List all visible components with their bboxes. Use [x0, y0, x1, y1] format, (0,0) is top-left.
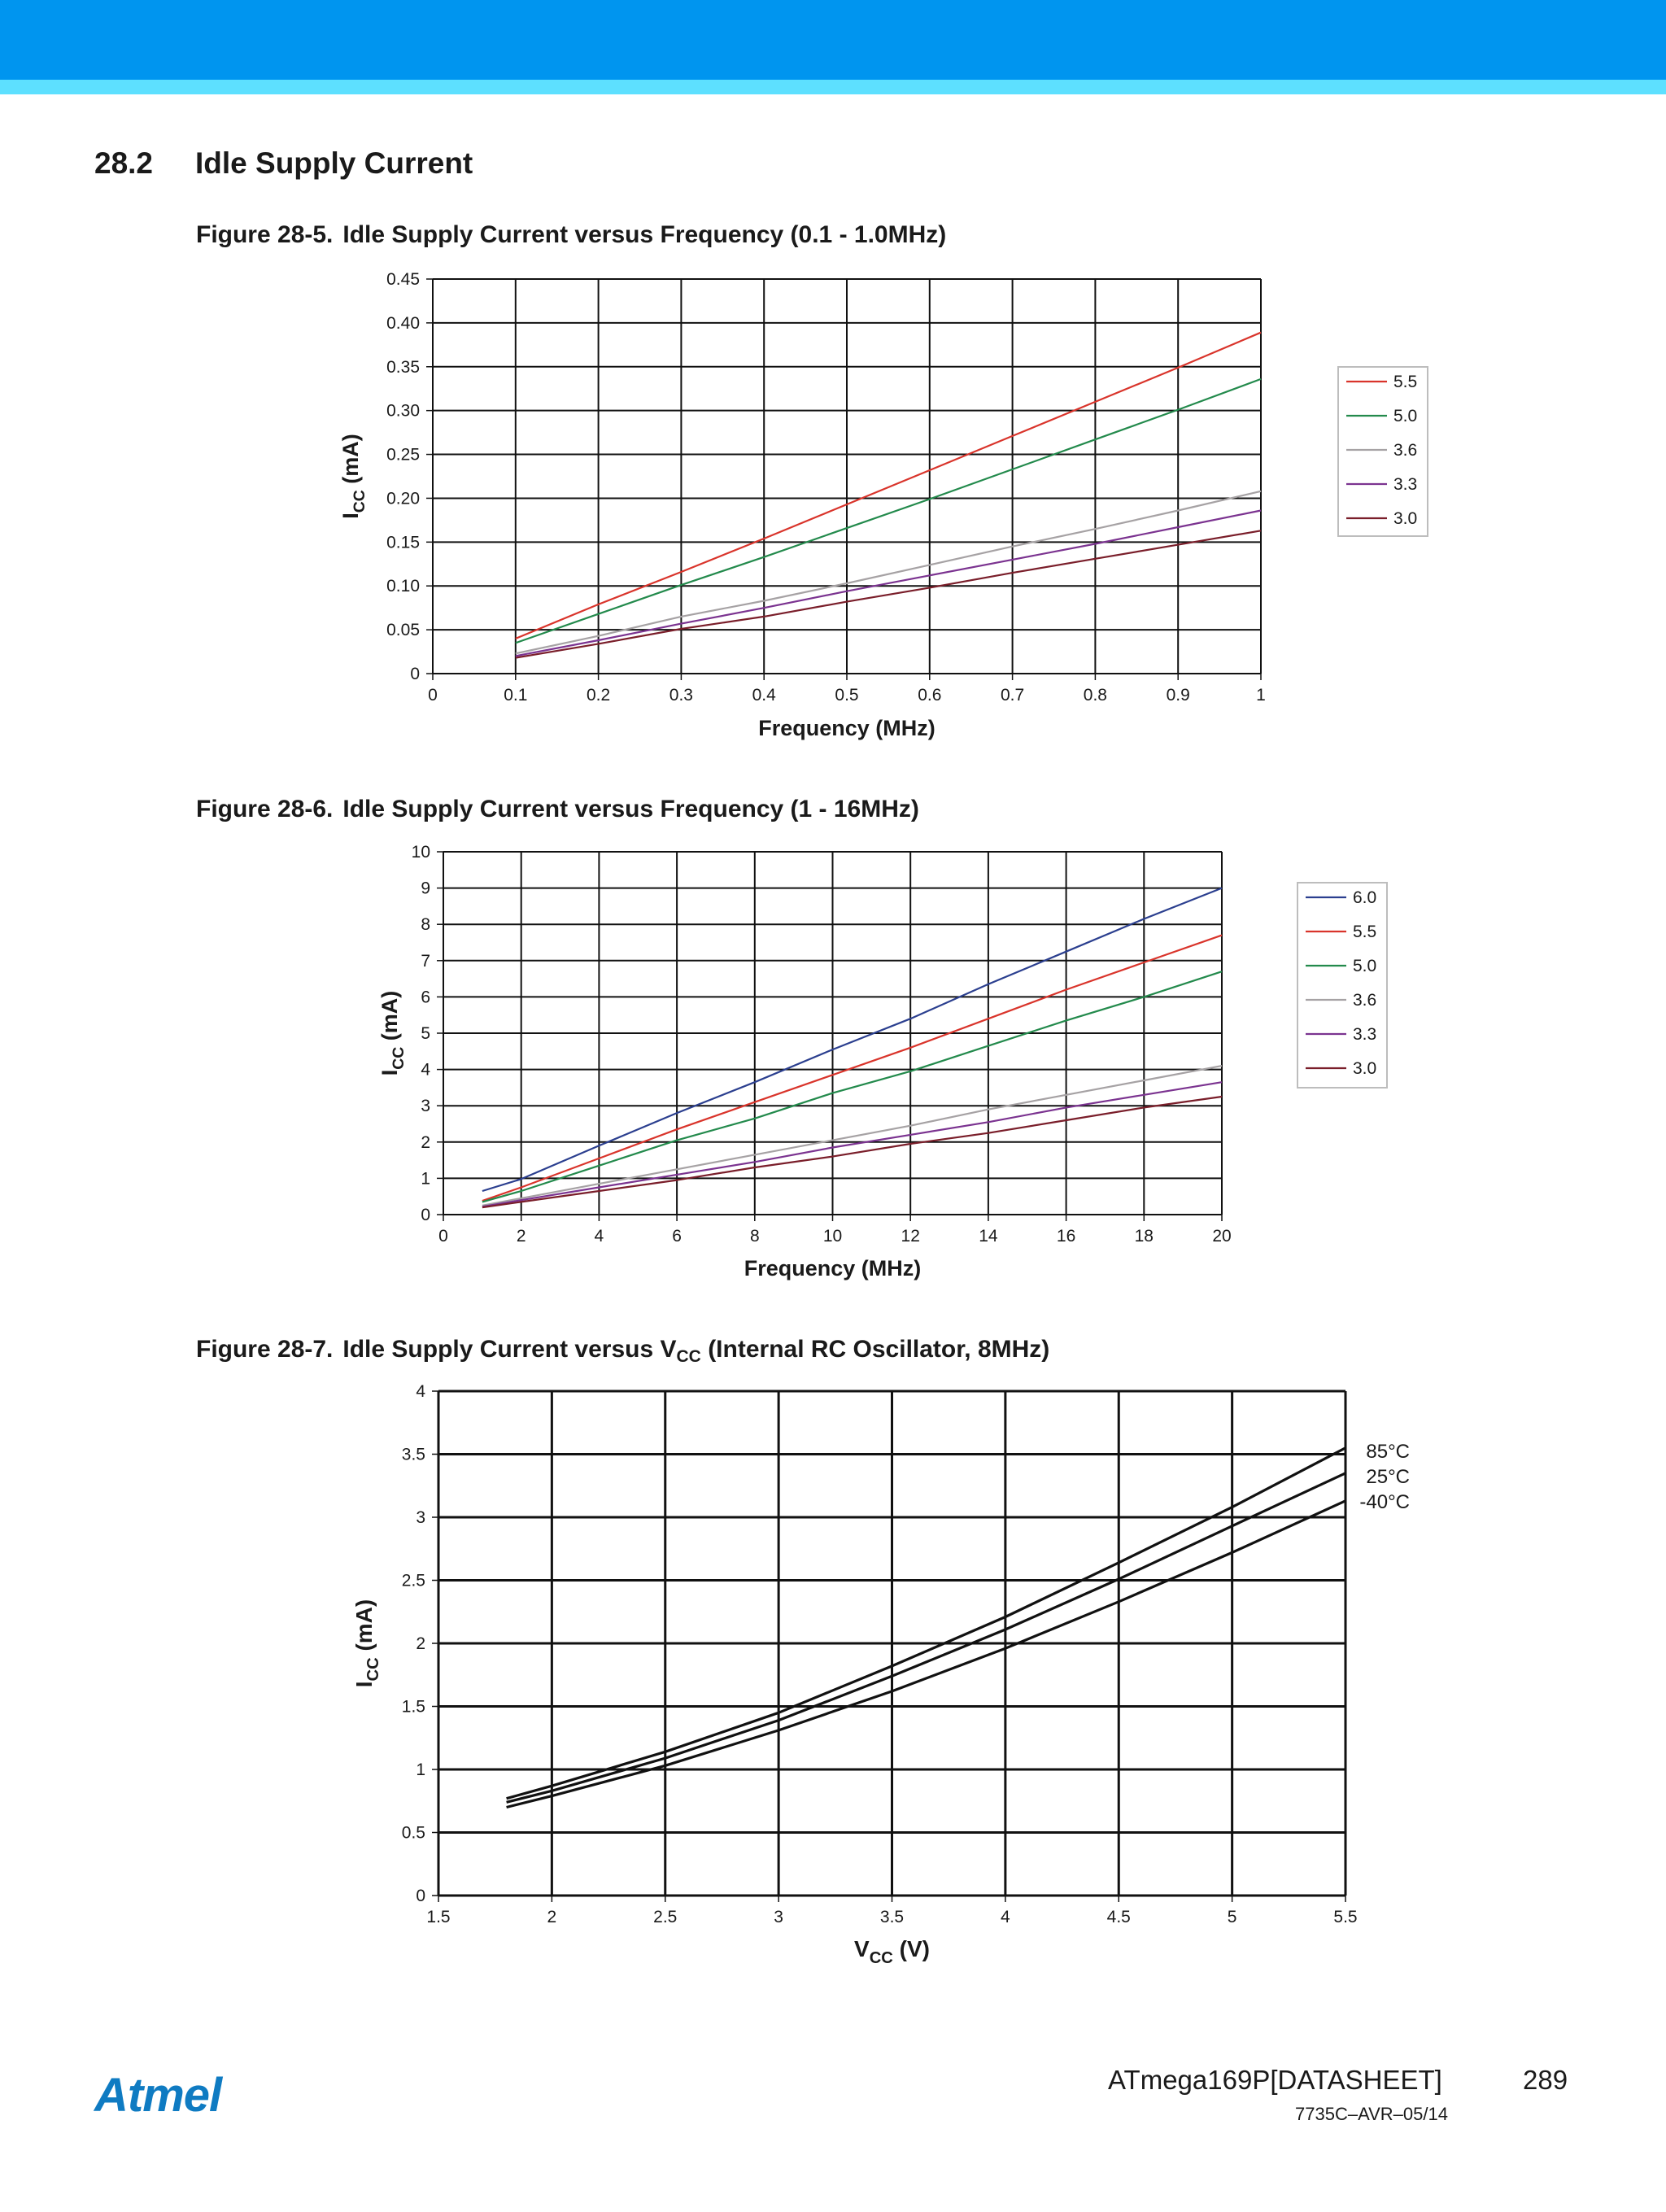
y-tick-label: 4 [416, 1382, 425, 1401]
x-tick-label: 4 [1001, 1908, 1010, 1926]
x-tick-label: 10 [822, 1227, 843, 1246]
legend-label: 3.6 [1353, 991, 1377, 1010]
y-tick-label: 2 [416, 1634, 425, 1653]
y-axis-label-subscript: CC [351, 490, 369, 513]
y-tick-label: 0.30 [386, 401, 420, 421]
x-tick-label: 0.8 [1083, 686, 1108, 705]
legend-label: 5.5 [1353, 923, 1377, 941]
y-tick-label: 5 [421, 1024, 430, 1043]
y-tick-label: 0.15 [386, 533, 420, 552]
x-tick-label: 4 [594, 1227, 604, 1246]
x-axis-label-main: V [854, 1936, 870, 1961]
y-tick-label: 0 [421, 1206, 430, 1224]
y-tick-label: 0.05 [386, 621, 420, 640]
y-axis-label-unit: (mA) [377, 990, 402, 1047]
y-axis-label-main: I [351, 1681, 377, 1688]
x-tick-label: 2.5 [653, 1908, 678, 1926]
y-tick-label: 1 [421, 1169, 430, 1189]
x-tick-label: 0.2 [586, 686, 611, 705]
x-tick-label: 14 [979, 1227, 998, 1246]
y-tick-label: 0.45 [386, 270, 420, 289]
legend-label: 5.0 [1353, 957, 1377, 975]
gridlines [432, 1391, 1345, 1902]
x-tick-label: 0.1 [504, 686, 528, 705]
y-tick-label: 6 [421, 988, 430, 1007]
x-tick-label: 1 [1256, 686, 1266, 705]
y-tick-label: 3 [421, 1097, 430, 1116]
x-tick-label: 3.5 [879, 1908, 905, 1926]
legend-label: 3.0 [1393, 509, 1418, 528]
legend-label: 6.0 [1353, 888, 1377, 907]
y-tick-label: 2.5 [401, 1571, 425, 1590]
y-tick-label: 0.25 [386, 445, 420, 465]
legend-label: 3.3 [1393, 475, 1418, 494]
footer-doc-title: ATmega169P[DATASHEET] [1108, 2065, 1442, 2095]
x-axis-label-main: Frequency (MHz) [744, 1256, 922, 1281]
x-tick-label: 8 [749, 1227, 760, 1246]
legend-label: 3.0 [1353, 1059, 1377, 1078]
y-axis-label-subscript: CC [364, 1657, 382, 1682]
y-tick-label: 1 [416, 1760, 425, 1779]
figure-caption-text-end: (Internal RC Oscillator, 8MHz) [700, 1336, 1050, 1363]
x-axis-label-unit: (V) [892, 1936, 930, 1961]
figure-label: Figure 28-6. [196, 796, 334, 822]
x-tick-label: 0.5 [835, 686, 859, 705]
x-tick-label: 0.6 [918, 686, 942, 705]
atmel-logo: Atmel [94, 2069, 222, 2122]
x-tick-label: 0.7 [1000, 686, 1025, 705]
y-axis-label [351, 1599, 382, 1687]
x-tick-label: 0.4 [752, 686, 776, 705]
x-tick-label: 5 [1227, 1908, 1237, 1926]
x-tick-label: 20 [1212, 1227, 1232, 1246]
x-axis-label [854, 1936, 930, 1967]
x-tick-label: 1.5 [426, 1908, 451, 1926]
section-number: 28.2 [94, 146, 154, 180]
y-tick-label: 0.40 [386, 313, 420, 333]
figure-caption-subscript: CC [676, 1347, 701, 1366]
y-axis-label-unit: (mA) [338, 434, 363, 491]
footer-page-number: 289 [1523, 2065, 1568, 2095]
legend-label: 5.0 [1393, 407, 1418, 425]
x-tick-label: 0.9 [1166, 686, 1190, 705]
y-axis-label-main: I [338, 513, 363, 519]
series-line-85°C [507, 1448, 1345, 1799]
x-tick-label: 4.5 [1106, 1908, 1131, 1926]
figure-caption-text: Idle Supply Current versus Frequency (0.1 - 1.0MHz) [342, 221, 947, 248]
x-tick-label: 3 [774, 1908, 783, 1926]
y-tick-label: 10 [411, 843, 430, 862]
y-tick-label: 4 [421, 1060, 430, 1080]
figure-caption-text: Idle Supply Current versus Frequency (1 - 16MHz) [342, 796, 919, 822]
section-title: Idle Supply Current [195, 146, 473, 180]
y-tick-label: 3.5 [401, 1445, 425, 1464]
figure-label: Figure 28-7. [196, 1336, 334, 1363]
legend-label: 5.5 [1393, 373, 1418, 391]
x-axis-label-main: Frequency (MHz) [758, 716, 935, 740]
y-tick-label: 0.5 [401, 1823, 425, 1843]
x-tick-label: 0.3 [669, 686, 694, 705]
x-tick-label: 5.5 [1333, 1908, 1358, 1926]
x-tick-label: 18 [1134, 1227, 1154, 1246]
y-tick-label: 7 [421, 951, 430, 971]
legend-label: 3.6 [1393, 441, 1418, 460]
y-tick-label: 8 [421, 915, 430, 935]
curve-label: 85°C [1366, 1441, 1410, 1463]
curve-label: -40°C [1359, 1491, 1410, 1513]
x-tick-label: 2 [516, 1227, 526, 1246]
y-tick-label: 0 [416, 1887, 425, 1905]
x-tick-label: 0 [438, 1227, 448, 1246]
x-tick-label: 6 [672, 1227, 682, 1246]
footer-doc-code: 7735C–AVR–05/14 [1295, 2104, 1448, 2124]
y-tick-label: 3 [416, 1508, 425, 1527]
y-axis-label-unit: (mA) [351, 1599, 377, 1658]
x-tick-label: 16 [1056, 1227, 1076, 1246]
curve-label: 25°C [1366, 1466, 1410, 1488]
y-tick-label: 2 [421, 1132, 430, 1152]
y-axis-label-main: I [377, 1069, 402, 1076]
y-tick-label: 1.5 [401, 1697, 425, 1717]
x-axis-label-subscript: CC [869, 1949, 893, 1967]
x-tick-label: 2 [547, 1908, 557, 1926]
y-axis-label-subscript: CC [390, 1046, 408, 1070]
x-tick-label: 12 [901, 1227, 920, 1246]
series-line-25°C [507, 1473, 1345, 1803]
y-tick-label: 0 [410, 665, 420, 683]
legend-label: 3.3 [1353, 1025, 1377, 1044]
y-tick-label: 0.20 [386, 489, 420, 508]
y-tick-label: 0.10 [386, 577, 420, 596]
x-tick-label: 0 [428, 686, 438, 705]
figure-caption-text: Idle Supply Current versus V [342, 1336, 677, 1363]
y-tick-label: 9 [421, 879, 430, 898]
figure-label: Figure 28-5. [196, 221, 334, 248]
y-tick-label: 0.35 [386, 357, 420, 377]
